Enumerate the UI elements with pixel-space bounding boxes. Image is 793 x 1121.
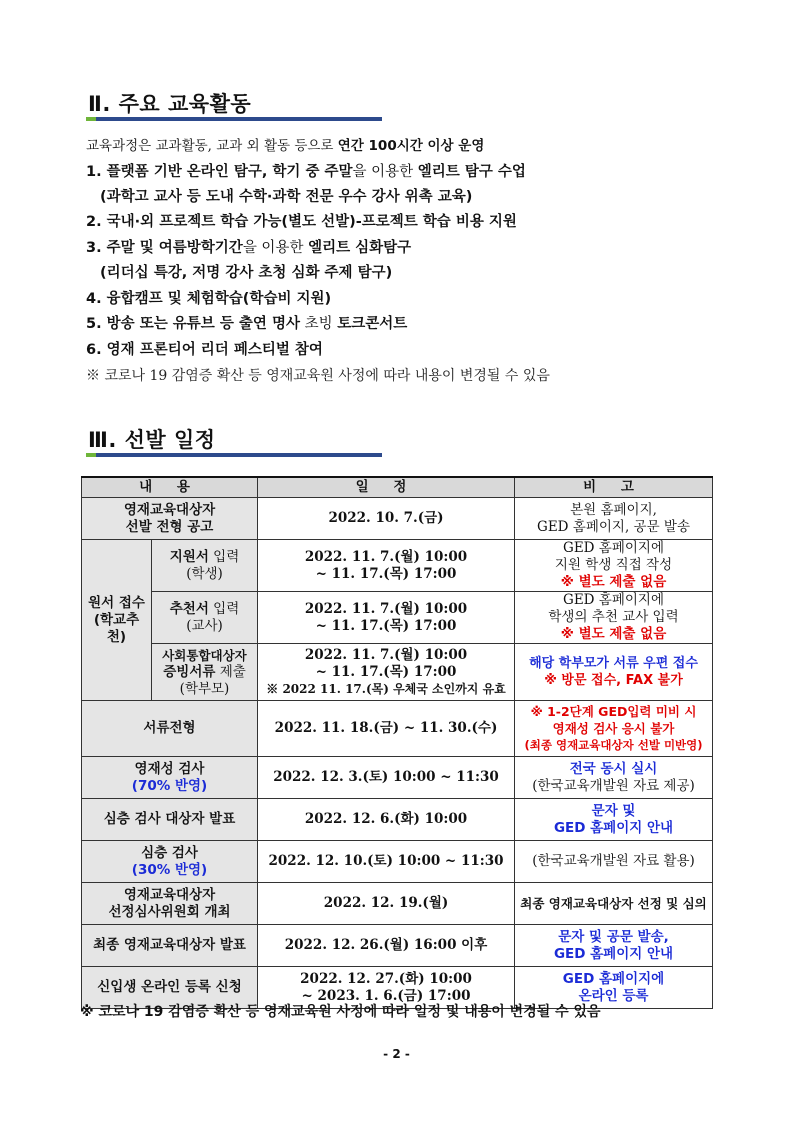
section-3-rule xyxy=(86,453,382,457)
row-announcement-note xyxy=(515,498,713,540)
header-remarks: 비 고 xyxy=(515,477,713,498)
row-giftedness-test-note xyxy=(515,757,713,799)
row-interview-test-note: (한국교육개발원 자료 활용) xyxy=(515,841,713,883)
note-line: (한국교육개발원 자료 제공) xyxy=(532,777,695,794)
row-social-date xyxy=(258,644,515,701)
row-interview-test-date: 2022. 12. 10.(토) 10:00 ~ 11:30 xyxy=(258,841,515,883)
row-announcement-label xyxy=(82,498,258,540)
row-final-announcement-note xyxy=(515,925,713,967)
label-line: 선정심사위원회 개최 xyxy=(108,903,231,920)
row-interview-announcement-note xyxy=(515,799,713,841)
activity-item-5 xyxy=(86,312,407,333)
section-2-title: Ⅱ. 주요 교육활동 xyxy=(88,92,252,116)
row-interview-announcement-label: 심층 검사 대상자 발표 xyxy=(82,799,258,841)
section-2-rule xyxy=(86,117,382,121)
note-line: ※ 1-2단계 GED입력 미비 시 xyxy=(530,704,697,719)
row-committee-date: 2022. 12. 19.(월) xyxy=(258,883,515,925)
activity-item-3-b: 을 이용한 xyxy=(242,240,309,256)
intro-bold-text: 연간 100시간 이상 운영 xyxy=(337,138,485,154)
section-2-intro xyxy=(86,134,484,154)
date-line: ~ 11. 17.(목) 17:00 xyxy=(315,565,457,582)
label-line: 원서 접수 xyxy=(88,594,145,611)
date-line: 2022. 11. 7.(월) 10:00 xyxy=(304,548,468,565)
activity-item-1-b: 을 이용한 xyxy=(352,164,418,180)
note-warning: ※ 방문 접수, FAX 불가 xyxy=(544,673,683,688)
note-line: 온라인 등록 xyxy=(578,987,649,1004)
row-committee-label xyxy=(82,883,258,925)
note-line: GED 홈페이지에 xyxy=(562,970,665,987)
header-schedule: 일 정 xyxy=(258,477,515,498)
label-line: (학부모) xyxy=(179,680,230,697)
header-content: 내 용 xyxy=(82,477,258,498)
table-header-row xyxy=(82,477,713,498)
note-line: 영재성 검사 응시 불가 xyxy=(552,721,675,736)
activity-item-5-a: 5. 방송 또는 유튜브 등 출연 명사 xyxy=(86,316,300,332)
note-line: 전국 동시 실시 xyxy=(569,760,658,777)
activity-item-6: 6. 영재 프론티어 리더 페스티벌 참여 xyxy=(86,342,323,358)
note-warning: ※ 별도 제출 없음 xyxy=(560,574,667,590)
table-row xyxy=(82,757,713,799)
label-bold: 추천서 xyxy=(169,600,209,617)
row-application-label xyxy=(152,540,258,592)
date-line: 2022. 11. 7.(월) 10:00 xyxy=(304,646,468,663)
section-2-note: ※ 코로나 19 감염증 확산 등 영재교육원 사정에 따라 내용이 변경될 수 있음 xyxy=(86,368,550,384)
activity-item-3-c: 엘리트 심화탐구 xyxy=(308,240,412,256)
row-committee-note: 최종 영재교육대상자 선정 및 심의 xyxy=(515,883,713,925)
label-line: (70% 반영) xyxy=(131,777,208,794)
label-line: (학교추천) xyxy=(93,611,140,645)
date-line: 2022. 11. 7.(월) 10:00 xyxy=(304,600,468,617)
activity-item-2: 2. 국내·외 프로젝트 학습 가능(별도 선발)-프로젝트 학습 비용 지원 xyxy=(86,214,517,230)
table-row xyxy=(82,799,713,841)
note-line: 지원 학생 직접 작성 xyxy=(554,557,673,573)
note-line: GED 홈페이지 안내 xyxy=(553,945,674,962)
row-giftedness-test-date: 2022. 12. 3.(토) 10:00 ~ 11:30 xyxy=(258,757,515,799)
row-document-review-note xyxy=(515,701,713,757)
label-line: (학생) xyxy=(186,565,223,582)
label-normal: 입력 xyxy=(208,548,240,565)
row-interview-test-label xyxy=(82,841,258,883)
activity-item-1-detail: (과학고 교사 등 도내 수학·과학 전문 우수 강사 위촉 교육) xyxy=(100,189,473,205)
row-giftedness-test-label xyxy=(82,757,258,799)
date-line: ~ 11. 17.(목) 17:00 xyxy=(315,617,457,634)
activity-item-5-b: 초빙 xyxy=(299,316,338,332)
label-line: (30% 반영) xyxy=(131,861,208,878)
activity-item-3-detail: (리더십 특강, 저명 강사 초청 심화 주제 탐구) xyxy=(100,265,393,281)
note-line: GED 홈페이지에 xyxy=(563,592,664,608)
row-announcement-date: 2022. 10. 7.(금) xyxy=(258,498,515,540)
row-document-review-label: 서류전형 xyxy=(82,701,258,757)
row-application-note xyxy=(515,540,713,592)
section-3-title: Ⅲ. 선발 일정 xyxy=(88,428,216,452)
note-line: 해당 학부모가 서류 우편 접수 xyxy=(529,656,698,671)
date-line: ※ 2022 11. 17.(목) 우체국 소인까지 유효 xyxy=(266,681,506,696)
label-bold: 증빙서류 xyxy=(163,663,216,680)
table-row xyxy=(82,701,713,757)
page-number: - 2 - xyxy=(383,1047,410,1061)
label-line: 영재교육대상자 xyxy=(123,886,216,903)
label-normal: 입력 xyxy=(208,600,240,617)
note-line: 본원 홈페이지, xyxy=(570,501,657,518)
activity-item-3 xyxy=(86,236,411,257)
activity-item-1 xyxy=(86,160,526,181)
label-line: 영재교육대상자 xyxy=(123,501,216,518)
row-final-announcement-label: 최종 영재교육대상자 발표 xyxy=(82,925,258,967)
activity-item-3-a: 3. 주말 및 여름방학기간 xyxy=(86,240,243,256)
label-normal: 제출 xyxy=(215,663,246,680)
row-interview-announcement-date: 2022. 12. 6.(화) 10:00 xyxy=(258,799,515,841)
table-row xyxy=(82,644,713,701)
activity-item-4: 4. 융합캠프 및 체험학습(학습비 지원) xyxy=(86,291,332,307)
row-registration-label: 신입생 온라인 등록 신청 xyxy=(82,967,258,1009)
date-line: 2022. 12. 27.(화) 10:00 xyxy=(300,970,472,987)
table-row xyxy=(82,540,713,592)
schedule-table xyxy=(81,476,713,1009)
schedule-footnote: ※ 코로나 19 감염증 확산 등 영재교육원 사정에 따라 일정 및 내용이 변경될 수 있음 xyxy=(80,1004,601,1020)
note-line: GED 홈페이지에 xyxy=(563,540,664,556)
activity-item-1-c: 엘리트 탐구 수업 xyxy=(417,164,526,180)
row-recommendation-date xyxy=(258,592,515,644)
row-social-note xyxy=(515,644,713,701)
note-line: GED 홈페이지 안내 xyxy=(553,819,674,836)
row-document-review-date: 2022. 11. 18.(금) ~ 11. 30.(수) xyxy=(258,701,515,757)
date-line: ~ 2023. 1. 6.(금) 17:00 xyxy=(301,987,471,1004)
row-recommendation-label xyxy=(152,592,258,644)
label-line: (교사) xyxy=(186,617,223,634)
label-line: 심층 검사 xyxy=(141,844,198,861)
table-row xyxy=(82,498,713,540)
note-warning: ※ 별도 제출 없음 xyxy=(560,626,667,642)
date-line: ~ 11. 17.(목) 17:00 xyxy=(315,663,457,680)
table-row xyxy=(82,841,713,883)
row-final-announcement-date: 2022. 12. 26.(월) 16:00 이후 xyxy=(258,925,515,967)
label-line: 사회통합대상자 xyxy=(162,647,247,663)
table-row xyxy=(82,883,713,925)
label-line: 선발 전형 공고 xyxy=(125,518,214,535)
table-row xyxy=(82,925,713,967)
apply-group-label xyxy=(82,540,152,701)
activity-item-1-a: 1. 플랫폼 기반 온라인 탐구, 학기 중 주말 xyxy=(86,164,353,180)
row-application-date xyxy=(258,540,515,592)
activity-item-5-c: 토크콘서트 xyxy=(337,316,408,332)
note-line: 문자 및 xyxy=(591,802,636,819)
table-row xyxy=(82,592,713,644)
note-line: 학생의 추천 교사 입력 xyxy=(548,609,679,625)
label-line: 영재성 검사 xyxy=(134,760,205,777)
note-line: (최종 영재교육대상자 선발 미반영) xyxy=(524,738,703,752)
note-line: 문자 및 공문 발송, xyxy=(558,928,669,945)
intro-text: 교육과정은 교과활동, 교과 외 활동 등으로 xyxy=(86,138,338,154)
row-social-label xyxy=(152,644,258,701)
row-recommendation-note xyxy=(515,592,713,644)
label-bold: 지원서 xyxy=(169,548,209,565)
note-line: GED 홈페이지, 공문 발송 xyxy=(537,518,690,535)
